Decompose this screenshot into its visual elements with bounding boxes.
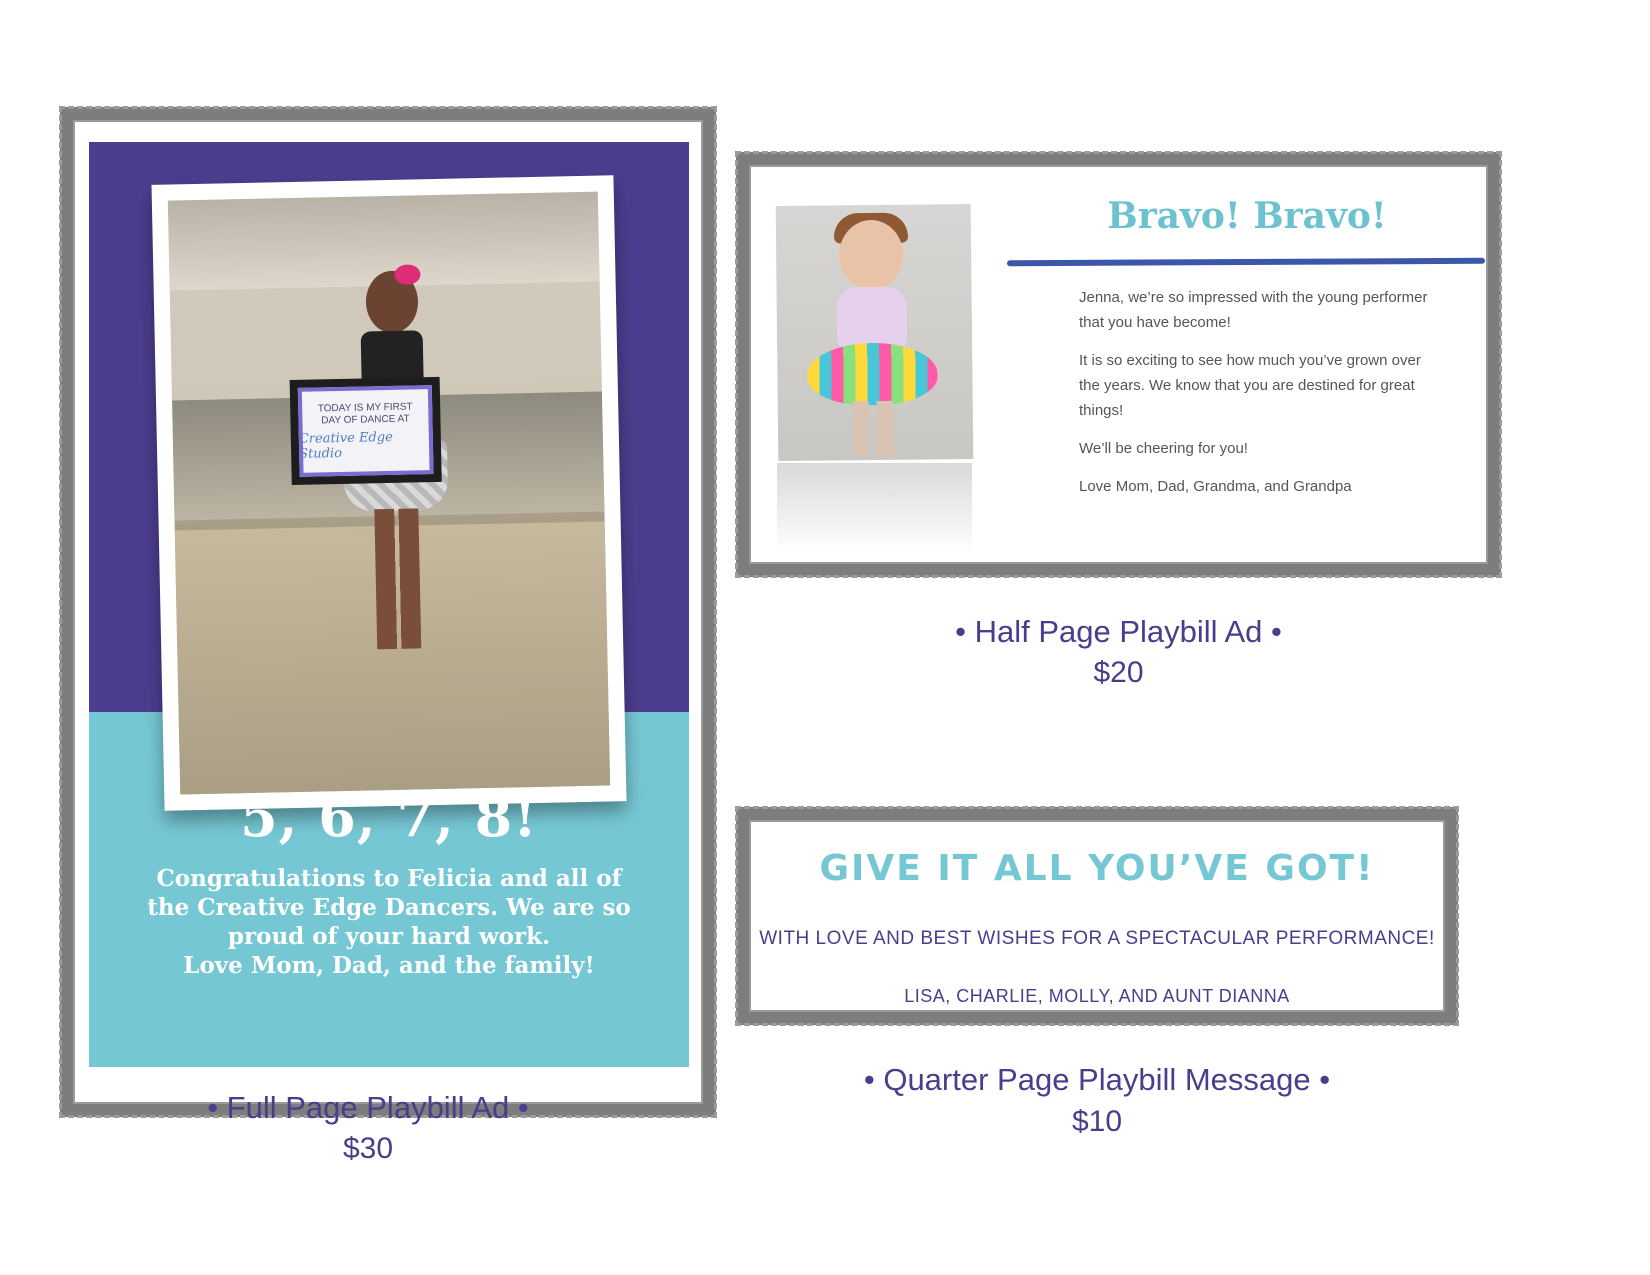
half-page-caption: • Half Page Playbill Ad • — [955, 614, 1282, 649]
quarter-page-message-sample — [736, 807, 1458, 1025]
photo-reflection — [777, 463, 972, 553]
quarter-page-price: $10 — [1071, 1105, 1123, 1138]
full-ad-headline: 5, 6, 7, 8! — [240, 785, 538, 849]
rainbow-tutu — [807, 342, 938, 405]
studio-logo-script: Creative Edge Studio — [298, 429, 393, 462]
half-ad-signoff: Love Mom, Dad, Grandma, and Grandpa — [1079, 478, 1352, 495]
full-ad-message — [109, 864, 669, 980]
half-ad-body — [1079, 285, 1439, 512]
half-ad-paragraph: We’ll be cheering for you! — [1079, 440, 1248, 457]
dance-studio-photo — [168, 192, 610, 795]
message-line: the Creative Edge Dancers. We are so — [147, 894, 631, 921]
hair-bow — [394, 264, 420, 285]
sign-line-1: TODAY IS MY FIRST — [317, 400, 413, 414]
full-page-photo — [151, 175, 626, 811]
message-line: Love Mom, Dad, and the family! — [183, 952, 595, 979]
message-line: proud of your hard work. — [227, 923, 551, 950]
brush-stroke-divider — [1007, 258, 1485, 267]
full-page-ad-sample — [60, 107, 716, 1117]
dancer-legs — [374, 508, 421, 649]
full-page-price: $30 — [342, 1132, 394, 1165]
sign-line-2: DAY OF DANCE AT — [321, 413, 410, 426]
half-page-ad-sample — [736, 152, 1501, 577]
half-ad-title: Bravo! Bravo! — [1107, 195, 1387, 237]
quarter-signoff: LISA, CHARLIE, MOLLY, AND AUNT DIANNA — [904, 986, 1290, 1006]
message-line: Congratulations to Felicia and all of — [156, 865, 622, 892]
quarter-message: WITH LOVE AND BEST WISHES FOR A SPECTACULAR PERFORMANCE! — [759, 928, 1435, 949]
first-day-sign — [290, 377, 442, 485]
toddler-head — [839, 220, 904, 291]
half-ad-paragraph: Jenna, we’re so impressed with the young performer that you have become! — [1079, 289, 1428, 331]
toddler-photo — [776, 204, 974, 461]
toddler-legs — [853, 401, 894, 456]
full-page-caption: • Full Page Playbill Ad • — [207, 1090, 529, 1125]
quarter-title: GIVE IT ALL YOU’VE GOT! — [819, 848, 1375, 889]
half-page-price: $20 — [1093, 656, 1144, 689]
half-ad-paragraph: It is so exciting to see how much you’ve grown over the years. We know that you are destined for great things! — [1079, 352, 1421, 419]
quarter-page-caption: • Quarter Page Playbill Message • — [863, 1062, 1331, 1097]
